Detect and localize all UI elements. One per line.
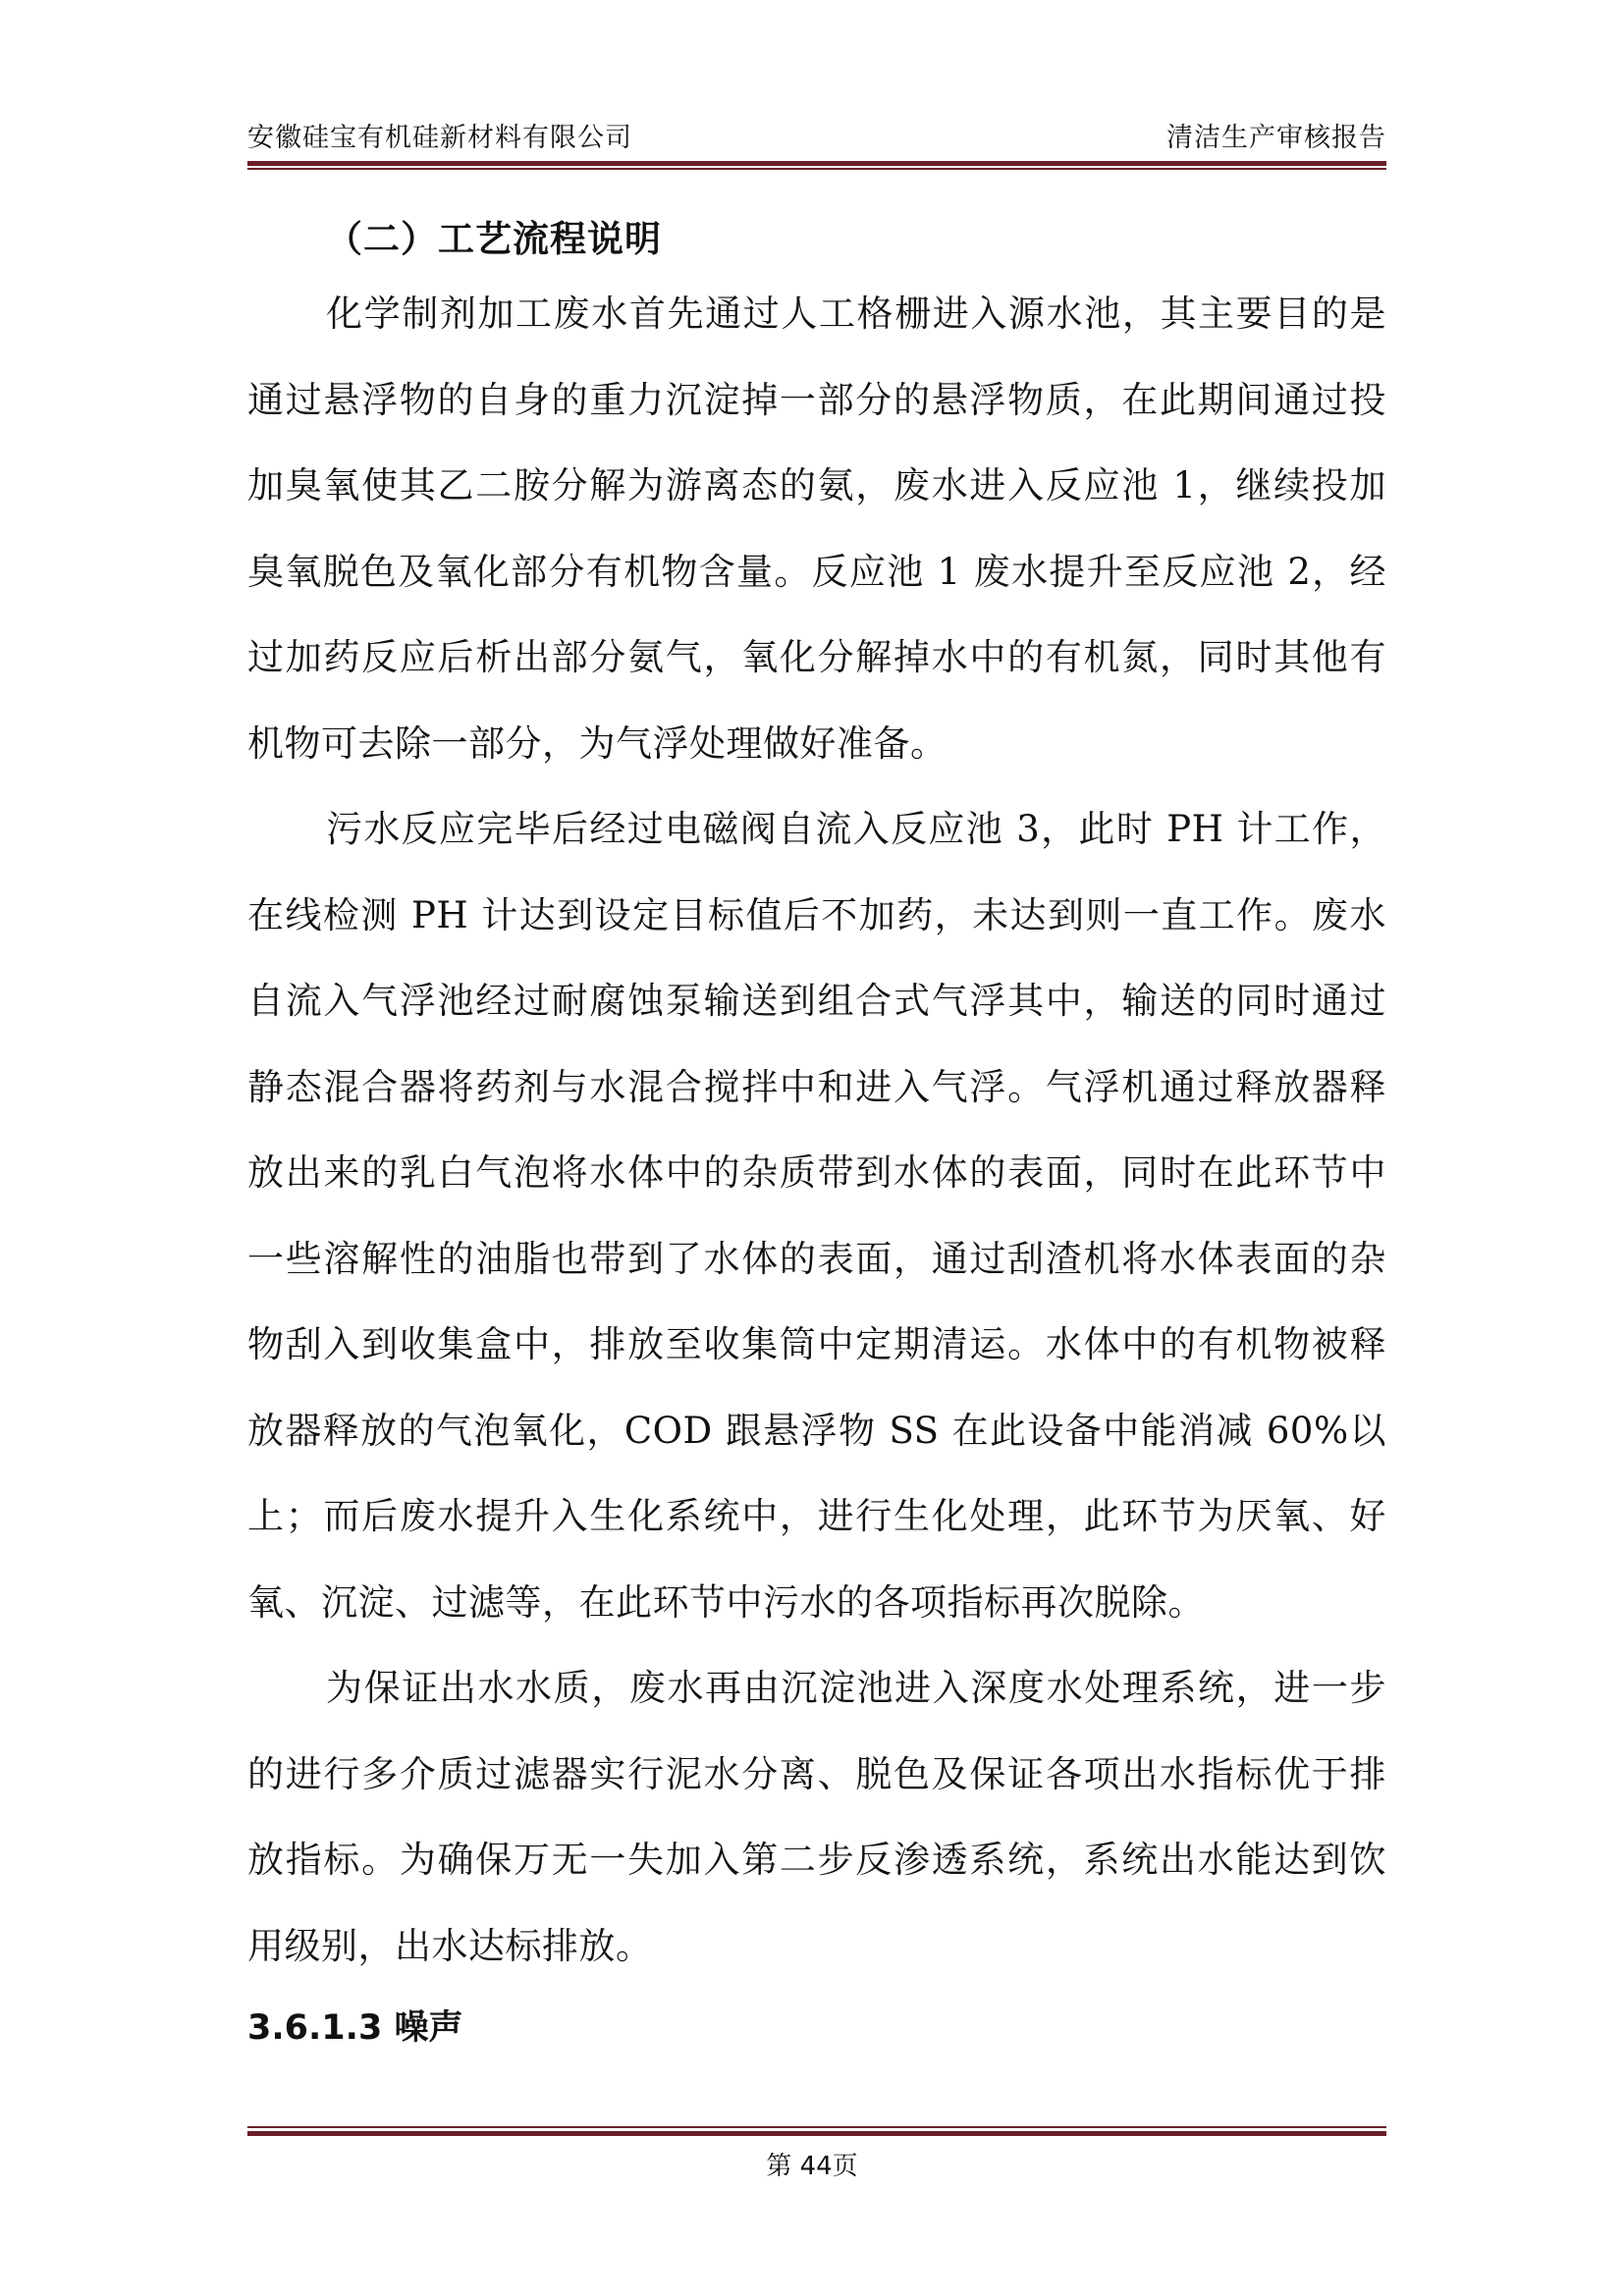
header-rule-thick — [247, 161, 1386, 166]
page-header — [247, 110, 1386, 169]
section-heading: 3.6.1.3 噪声 — [247, 2008, 463, 2048]
header-company: 安徽硅宝有机硅新材料有限公司 — [247, 123, 632, 153]
paragraph-2: 污水反应完毕后经过电磁阀自流入反应池 3，此时 PH 计工作，在线检测 PH 计达到设定目标值后不加药，未达到则一直工作。废水自流入气浮池经过耐腐蚀泵输送到组合式气浮其中，输送的同时通过静态混合器将药剂与水混合搅拌中和进入气浮。气浮机通过释放器释放出来的乳白气泡将水体中的杂质带到水体的表面，同时在此环节中一些溶解性的油脂也带到了水体的表面，通过刮渣机将水体表面的杂物刮入到收集盒中，排放至收集筒中定期清运。水体中的有机物被释放器释放的气泡氧化，COD 跟悬浮物 SS 在此设备中能消减 60%以上；而后废水提升入生化系统中，进行生化处理，此环节为厌氧、好氧、沉淀、过滤等，在此环节中污水的各项指标再次脱除。 — [247, 808, 1386, 1624]
header-rule-thin — [247, 168, 1386, 170]
paragraph-3: 为保证出水水质，废水再由沉淀池进入深度水处理系统，进一步的进行多介质过滤器实行泥水分离、脱色及保证各项出水指标优于排放指标。为确保万无一失加入第二步反渗透系统，系统出水能达到饮用级别，出水达标排放。 — [247, 1667, 1386, 1967]
footer-rule-thick — [247, 2131, 1386, 2136]
subheading: （二）工艺流程说明 — [326, 218, 662, 260]
paragraph-1: 化学制剂加工废水首先通过人工格栅进入源水池，其主要目的是通过悬浮物的自身的重力沉淀掉一部分的悬浮物质，在此期间通过投加臭氧使其乙二胺分解为游离态的氨，废水进入反应池 1，继续投加臭氧脱色及氧化部分有机物含量。反应池 1 废水提升至反应池 2，经过加药反应后析出部分氨气，氧化分解掉水中的有机氮，同时其他有机物可去除一部分，为气浮处理做好准备。 — [247, 293, 1386, 765]
footer-rule-thin — [247, 2126, 1386, 2128]
page-number: 第 44页 — [766, 2152, 858, 2181]
page-body — [247, 208, 1386, 2067]
header-report-title: 清洁生产审核报告 — [1166, 123, 1386, 153]
